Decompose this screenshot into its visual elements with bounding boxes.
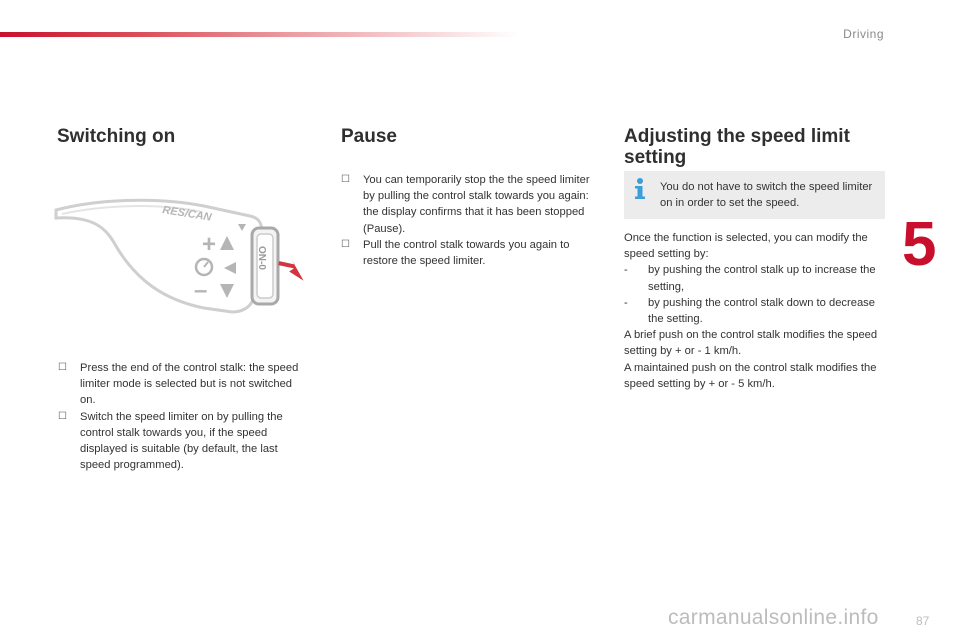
page-number: 87 [916, 614, 930, 628]
switching-on-instructions [58, 360, 308, 473]
stalk-label: RES/CAN [161, 204, 213, 224]
info-icon [632, 177, 648, 201]
header-accent-bar [0, 32, 520, 37]
plus-icon: + [202, 231, 217, 258]
list-item: ☐ Press the end of the control stalk: the speed limiter mode is selected but is not switched on. [58, 362, 299, 407]
info-box [624, 171, 885, 219]
list-item: ☐ Switch the speed limiter on by pulling the control stalk towards you, if the speed displayed is suitable (by default, the last speed programmed). [58, 410, 283, 472]
list-item: - by pushing the control stalk down to decrease the setting. [624, 296, 875, 326]
switching-on-heading: Switching on [57, 126, 176, 147]
list-item: ☐ You can temporarily stop the the speed limiter by pulling the control stalk towards you again: the display confirms that it has been stopped (Pause). [341, 174, 590, 235]
minus-icon: – [194, 277, 208, 304]
adjusting-intro: Once the function is selected, you can modify the speed setting by: [624, 232, 868, 261]
list-item: ☐ Pull the control stalk towards you again to restore the speed limiter. [341, 238, 570, 268]
pause-instructions [341, 172, 593, 269]
on-off-button-label: ON-0 [256, 246, 267, 270]
section-title: Driving [843, 27, 884, 41]
adjusting-instructions [624, 230, 886, 392]
watermark: carmanualsonline.info [668, 606, 879, 629]
pause-heading: Pause [341, 126, 397, 147]
adjusting-heading: Adjusting the speed limit setting [624, 126, 850, 168]
list-item: - by pushing the control stalk up to increase the setting, [624, 264, 876, 293]
checkbox-icon: ☐ [341, 238, 350, 250]
checkbox-icon: ☐ [58, 410, 67, 422]
checkbox-icon: ☐ [341, 174, 350, 185]
push-arrow-icon [276, 257, 307, 280]
brief-push-text: A brief push on the control stalk modifies the speed setting by + or - 1 km/h. [624, 329, 878, 358]
info-text: You do not have to switch the speed limiter on in order to set the speed. [660, 181, 873, 210]
chapter-number: 5 [902, 210, 937, 279]
checkbox-icon: ☐ [58, 362, 67, 373]
maintained-push-text: A maintained push on the control stalk modifies the speed setting by + or - 5 km/h. [624, 361, 877, 390]
control-stalk-illustration [54, 188, 314, 320]
